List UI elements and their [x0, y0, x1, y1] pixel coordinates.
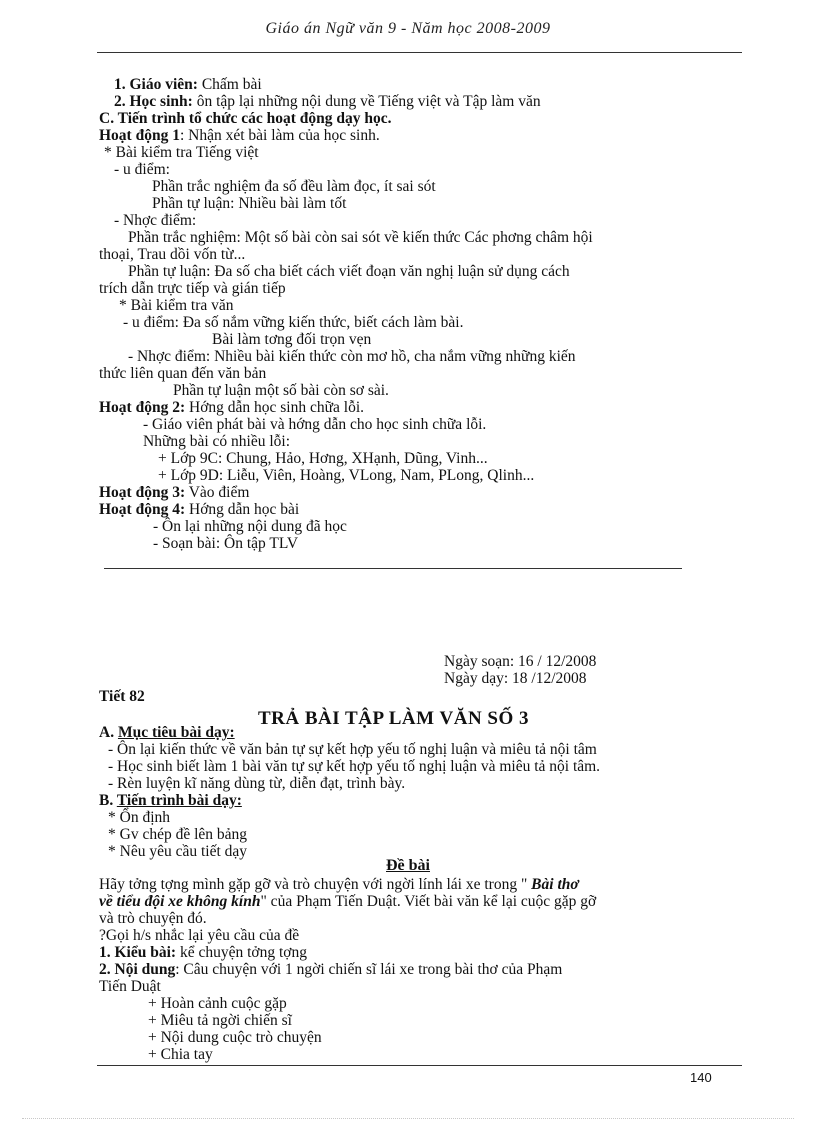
page-number: 140	[690, 1070, 712, 1085]
section-a-label: A.	[99, 724, 118, 741]
teach-date: Ngày dạy: 18 /12/2008	[444, 670, 587, 687]
text-line: - u điểm: Đa số nắm vững kiến thức, biết cách làm bài.	[123, 314, 464, 331]
activity-1-text: : Nhận xét bài làm của học sinh.	[179, 127, 380, 144]
text-line: - Nhợc điểm:	[114, 212, 197, 229]
text-line: thức liên quan đến văn bản	[99, 365, 267, 382]
content-label: 2. Nội dung	[99, 961, 176, 978]
text-line: - Học sinh biết làm 1 bài văn tự sự kết hợp yếu tố nghị luận và miêu tả nội tâm.	[108, 758, 601, 775]
activity-3-text: Vào điểm	[185, 484, 250, 501]
lesson-number: Tiết 82	[99, 688, 145, 705]
text-line: Phần tự luận: Đa số cha biết cách viết đoạn văn nghị luận sử dụng cách	[128, 263, 570, 280]
text-line: * Nêu yêu cầu tiết dạy	[108, 843, 248, 860]
poem-title-part: về tiểu đội xe không kính	[99, 893, 261, 910]
text-line: Phần trắc nghiệm: Một số bài còn sai sót về kiến thức Các phơng châm hội	[128, 229, 593, 246]
activity-1-label: Hoạt động 1	[99, 127, 180, 144]
text-line: Phần trắc nghiệm đa số đều làm đọc, ít sai sót	[152, 178, 436, 195]
header-rule	[97, 52, 742, 53]
teacher-label: 1. Giáo viên:	[114, 76, 198, 93]
text-line: Tiến Duật	[99, 978, 161, 995]
content-text: : Câu chuyện với 1 ngời chiến sĩ lái xe trong bài thơ của Phạm	[175, 961, 563, 978]
text-line: Bài làm tơng đối trọn vẹn	[212, 331, 372, 348]
activity-1-line	[99, 127, 380, 144]
text-line: - Soạn bài: Ôn tập TLV	[153, 535, 299, 552]
teacher-text: Chấm bài	[197, 76, 262, 93]
text-line: * Ổn định	[108, 809, 170, 826]
page-header-title: Giáo án Ngữ văn 9 - Năm học 2008-2009	[265, 20, 551, 37]
text-line: - u điểm:	[114, 161, 170, 178]
text-line: - Ôn lại kiến thức về văn bản tự sự kết hợp yếu tố nghị luận và miêu tả nội tâm	[108, 741, 597, 758]
text-line: * Bài kiểm tra văn	[119, 297, 234, 314]
list-item: + Nội dung cuộc trò chuyện	[148, 1029, 322, 1046]
activity-2-label: Hoạt động 2:	[99, 399, 186, 416]
activity-2-text: Hớng dẫn học sinh chữa lỗi.	[185, 399, 365, 416]
text-line: Phần tự luận một số bài còn sơ sài.	[173, 382, 389, 399]
text-line: + Lớp 9D: Liễu, Viên, Hoàng, VLong, Nam, PLong, Qlinh...	[158, 467, 535, 484]
section-divider	[104, 568, 682, 569]
activity-3-line	[99, 484, 249, 501]
topic-text: Hãy tởng tợng mình gặp gỡ và trò chuyện với ngời lính lái xe trong "	[99, 876, 528, 893]
prep-date: Ngày soạn: 16 / 12/2008	[444, 653, 597, 670]
teacher-line	[114, 76, 262, 93]
text-line: - Nhợc điểm: Nhiều bài kiến thức còn mơ hồ, cha nắm vững những kiến	[128, 348, 576, 365]
text-line: - Ôn lại những nội dung đã học	[153, 518, 347, 535]
text-line: thoại, Trau dồi vốn từ...	[99, 246, 246, 263]
content-line	[99, 961, 562, 978]
text-line: Những bài có nhiều lỗi:	[143, 433, 291, 450]
topic-heading: Đề bài	[386, 857, 430, 874]
text-line: trích dẫn trực tiếp và gián tiếp	[99, 280, 286, 297]
topic-line	[99, 893, 596, 910]
text-line: - Giáo viên phát bài và hớng dẫn cho học sinh chữa lỗi.	[143, 416, 487, 433]
list-item: + Hoàn cảnh cuộc gặp	[148, 995, 287, 1012]
activity-4-line	[99, 501, 299, 518]
text-line: * Bài kiểm tra Tiếng việt	[104, 144, 259, 161]
student-label: 2. Học sinh:	[114, 93, 193, 110]
lesson-title: TRẢ BÀI TẬP LÀM VĂN SỐ 3	[258, 708, 530, 729]
essay-type-line	[99, 944, 307, 961]
text-line: và trò chuyện đó.	[99, 910, 207, 927]
student-line	[114, 93, 541, 110]
section-a-title: Mục tiêu bài dạy:	[117, 724, 235, 741]
essay-type-text: kể chuyện tởng tợng	[176, 944, 307, 961]
text-line: + Lớp 9C: Chung, Hảo, Hơng, XHạnh, Dũng, Vinh...	[158, 450, 488, 467]
section-b-heading	[99, 792, 242, 809]
section-c-heading: C. Tiến trình tổ chức các hoạt động dạy học.	[99, 110, 392, 127]
topic-text: " của Phạm Tiến Duật. Viết bài văn kể lại cuộc gặp gỡ	[260, 893, 597, 910]
topic-line	[99, 876, 579, 893]
text-line: - Rèn luyện kĩ năng dùng từ, diễn đạt, trình bày.	[108, 775, 406, 792]
activity-3-label: Hoạt động 3:	[99, 484, 186, 501]
footer-rule	[97, 1065, 742, 1066]
activity-2-line	[99, 399, 364, 416]
page-edge	[22, 1118, 794, 1119]
section-a-heading	[99, 724, 235, 741]
list-item: + Miêu tả ngời chiến sĩ	[148, 1012, 292, 1029]
activity-4-label: Hoạt động 4:	[99, 501, 186, 518]
activity-4-text: Hớng dẫn học bài	[185, 501, 300, 518]
poem-title-part: Bài thơ	[527, 876, 579, 893]
text-line: Phần tự luận: Nhiều bài làm tốt	[152, 195, 347, 212]
essay-type-label: 1. Kiểu bài:	[99, 944, 177, 961]
section-b-title: Tiến trình bài dạy:	[116, 792, 242, 809]
section-b-label: B.	[99, 792, 117, 809]
list-item: + Chia tay	[148, 1046, 213, 1063]
text-line: ?Gọi h/s nhắc lại yêu cầu của đề	[99, 927, 300, 944]
student-text: ôn tập lại những nội dung về Tiếng việt và Tập làm văn	[192, 93, 541, 110]
text-line: * Gv chép đề lên bảng	[108, 826, 248, 843]
